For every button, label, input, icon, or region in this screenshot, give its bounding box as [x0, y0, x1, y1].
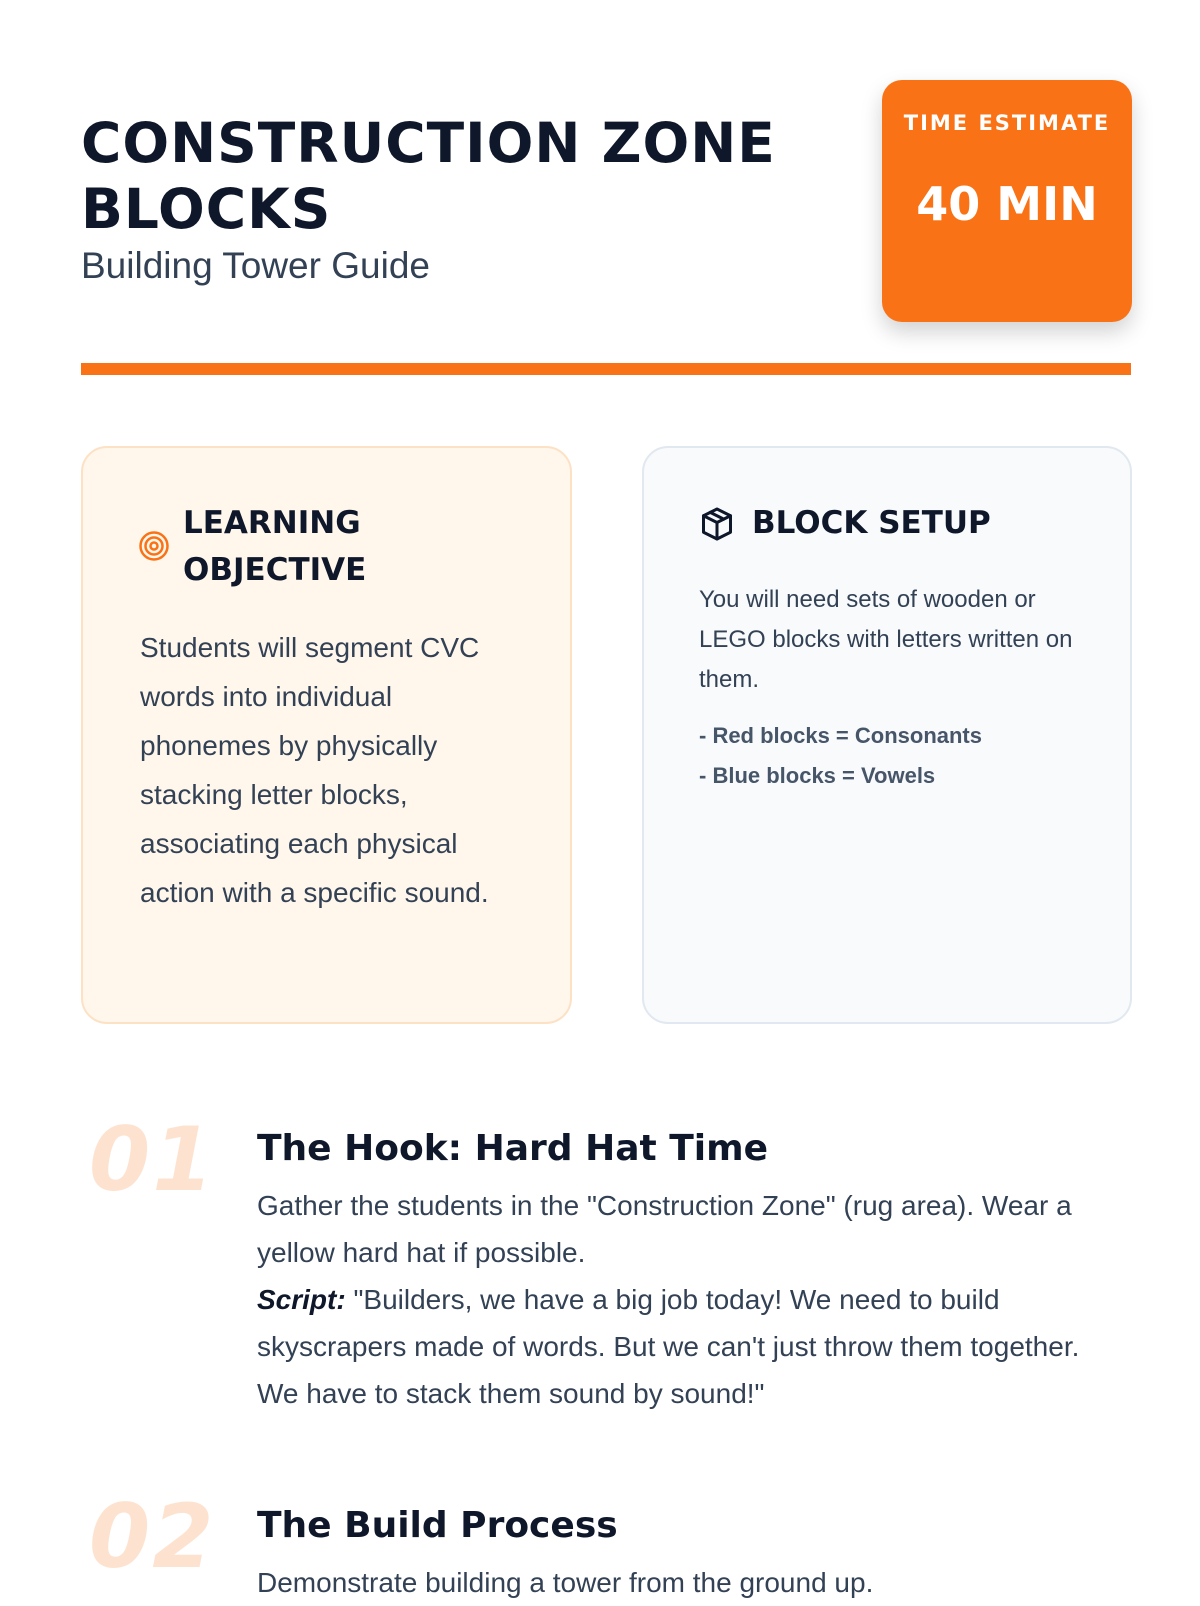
time-estimate-value: 40 MIN [916, 177, 1098, 231]
learning-objective-text: Students will segment CVC words into individual phonemes by physically stacking letter blocks, associating each physical action with a specific sound. [140, 632, 489, 908]
step-title: The Hook: Hard Hat Time [257, 1128, 769, 1169]
time-estimate-badge [882, 80, 1132, 322]
step-number: 02 [89, 1485, 216, 1588]
step-description [257, 1182, 1127, 1417]
page-title: CONSTRUCTION ZONE BLOCKS [81, 111, 776, 241]
page-header [81, 80, 1128, 380]
script-text: "Builders, we have a big job today! We need to build skyscrapers made of words. But we can't just throw them together. We have to stack them sound by sound!" [257, 1284, 1080, 1409]
step-description: Demonstrate building a tower from the ground up. [257, 1567, 874, 1598]
step-number: 01 [89, 1108, 216, 1211]
block-setup-card [642, 446, 1132, 1024]
step-title: The Build Process [257, 1505, 618, 1546]
step-text: Gather the students in the "Construction Zone" (rug area). Wear a yellow hard hat if possible. [257, 1190, 1072, 1268]
block-setup-text: You will need sets of wooden or LEGO blocks with letters written on them. [699, 586, 1073, 693]
block-color-legend [699, 716, 982, 796]
step-1 [81, 1110, 1131, 1410]
target-icon [138, 530, 170, 562]
legend-item-red: - Red blocks = Consonants [699, 723, 982, 748]
step-2 [81, 1487, 1131, 1600]
time-estimate-label: TIME ESTIMATE [903, 111, 1111, 135]
header-divider [81, 363, 1131, 375]
block-setup-title: BLOCK SETUP [752, 505, 991, 541]
page-subtitle: Building Tower Guide [81, 245, 430, 286]
box-icon [699, 506, 735, 542]
script-label: Script: [257, 1284, 346, 1315]
legend-item-blue: - Blue blocks = Vowels [699, 763, 936, 788]
learning-objective-title: LEARNING OBJECTIVE [183, 505, 367, 588]
learning-objective-card [81, 446, 572, 1024]
